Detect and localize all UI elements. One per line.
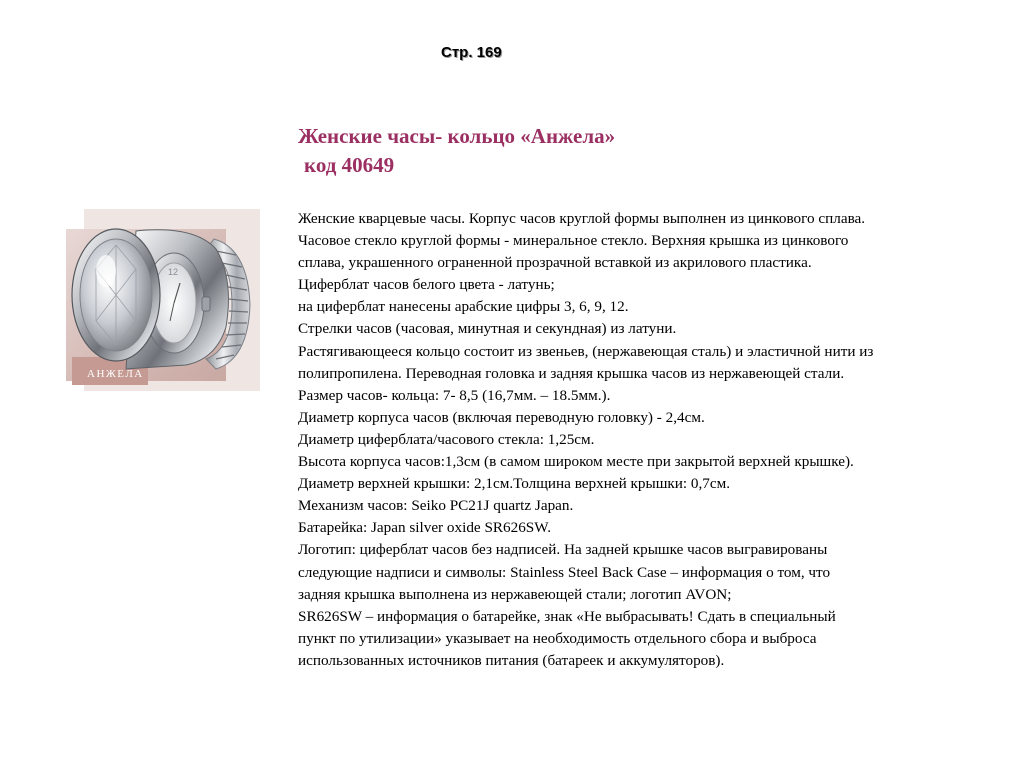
description-line: Часовое стекло круглой формы - минеральное стекло. Верхняя крышка из цинкового: [298, 232, 849, 250]
description-line: использованных источников питания (батареек и аккумуляторов).: [298, 651, 725, 669]
description-line: Диаметр верхней крышки: 2,1см.Толщина верхней крышки: 0,7см.: [298, 475, 731, 493]
faceted-lid: [72, 229, 160, 361]
page-number: Стр. 169: [441, 44, 502, 61]
product-name: Женские часы- кольцо «Анжела»: [298, 124, 616, 148]
description-line: полипропилена. Переводная головка и задняя крышка часов из нержавеющей стали.: [298, 364, 845, 382]
description-line: пункт по утилизации» указывает на необходимость отдельного сбора и выброса: [298, 629, 817, 647]
description-line: на циферблат нанесены арабские цифры 3, 6, 9, 12.: [298, 298, 629, 316]
dial-number: 12: [168, 267, 179, 277]
description-line: задняя крышка выполнена из нержавеющей стали; логотип AVON;: [298, 585, 732, 603]
description-line: Диаметр корпуса часов (включая переводную головку) - 2,4см.: [298, 408, 705, 426]
description-line: Стрелки часов (часовая, минутная и секундная) из латуни.: [298, 320, 677, 338]
description-line: следующие надписи и символы: Stainless Steel Back Case – информация о том, что: [298, 563, 831, 581]
description-line: Женские кварцевые часы. Корпус часов круглой формы выполнен из цинкового сплава.: [298, 210, 866, 227]
description-line: Размер часов- кольца: 7- 8,5 (16,7мм. – 18.5мм.).: [298, 386, 611, 404]
watch-ring-picture: [66, 209, 265, 391]
product-title: [298, 122, 615, 180]
description-line: Диаметр циферблата/часового стекла: 1,25см.: [298, 430, 595, 448]
description-line: SR626SW – информация о батарейке, знак «Не выбрасывать! Сдать в специальный: [298, 607, 836, 625]
description-line: Высота корпуса часов:1,3см (в самом широком месте при закрытой верхней крышке).: [298, 453, 854, 471]
product-image: [66, 209, 265, 391]
description-line: Растягивающееся кольцо состоит из звеньев, (нержавеющая сталь) и эластичной нити из: [298, 342, 874, 360]
description-line: Циферблат часов белого цвета - латунь;: [298, 276, 555, 294]
image-caption: АНЖЕЛА: [87, 368, 144, 380]
product-description: [298, 208, 1013, 672]
description-line: Логотип: циферблат часов без надписей. На задней крышке часов выгравированы: [298, 541, 828, 559]
description-line: Батарейка: Japan silver oxide SR626SW.: [298, 519, 551, 537]
description-line: Механизм часов: Seiko PC21J quartz Japan.: [298, 497, 574, 515]
description-line: сплава, украшенного ограненной прозрачной вставкой из акрилового пластика.: [298, 254, 812, 272]
product-code: код 40649: [304, 153, 395, 177]
